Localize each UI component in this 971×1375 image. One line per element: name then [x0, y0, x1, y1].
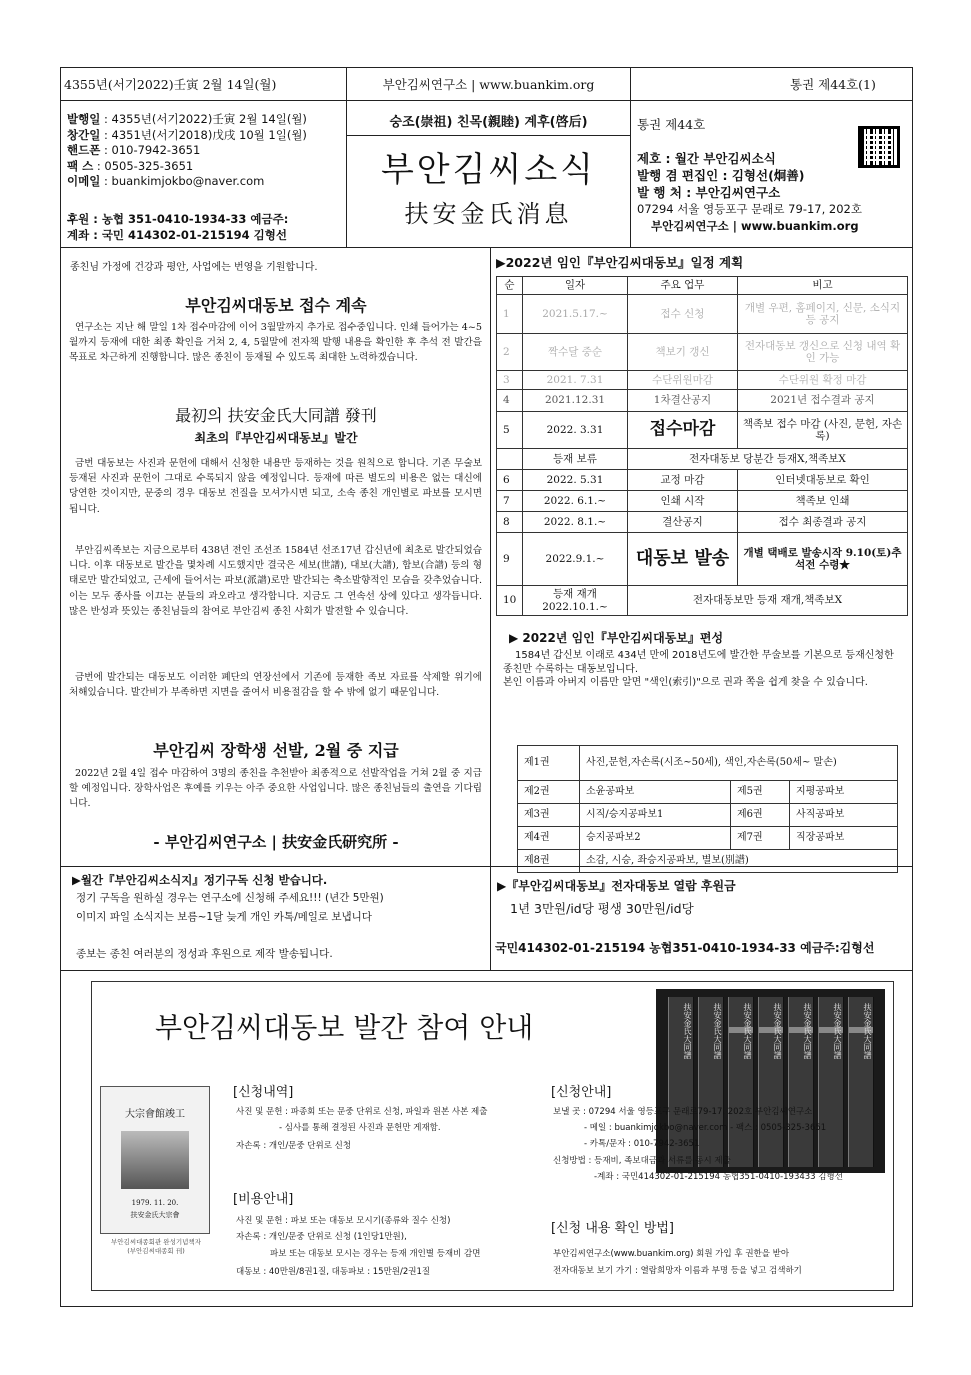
section-subtitle-first-daedongbo: 최초의『부안김씨대동보』발간	[194, 431, 358, 445]
composition-text: 1584년 갑신보 이래로 434년 만에 2018년도에 발간한 무술보를 기본으로 등재신청한 종친만 수록하는 대동보입니다. 본인 이름과 아버지 이름만 알면 "색인(索引)"으로 권과 쪽을 쉽게 찾을 수 있습니다.	[503, 650, 894, 688]
section-title-registration: 부안김씨대동보 접수 계속	[185, 296, 367, 315]
table-row: 10 등재 재개 2022.10.1.~ 전자대동보만 등재 재개,책족보X	[497, 586, 908, 616]
cost-info-line: 파보 또는 대동보 모시는 경우는 등재 개인별 등재비 감면	[270, 1249, 481, 1259]
check-method-line: 부안김씨연구소(www.buankim.org) 회원 가입 후 권한을 받아	[553, 1249, 790, 1259]
composition-title: ▶ 2022년 임인『부안김씨대동보』편성	[509, 631, 724, 645]
apply-details-line: 사진 및 문헌 : 파종회 또는 문중 단위로 신청, 파일과 원본 사본 제출	[236, 1107, 488, 1117]
cost-info-line: 자손록 : 개인/문중 단위로 신청 (1인당1만원),	[236, 1232, 407, 1242]
left-footer: - 부안김씨연구소 | 扶安金氏研究所 -	[153, 833, 399, 851]
table-row: 2 짝수달 중순 책보기 갱신 전자대동보 갱신으로 신청 내역 확인 가능	[497, 334, 908, 371]
masthead-title: 부안김씨소식	[380, 150, 597, 190]
table-row: 등재 보류 전자대동보 당분간 등재X,책족보X	[497, 449, 908, 470]
table-row: 제8권 소감, 시승, 좌승지공파보, 별보(別譜)	[518, 850, 898, 873]
support-title: ▶『부안김씨대동보』전자대동보 열람 후원금	[497, 879, 736, 893]
support-price: 1년 3만원/id당 평생 30만원/id당	[510, 901, 694, 916]
apply-guide-heading: [신청안내]	[551, 1085, 612, 1100]
apply-details-line: - 심사를 통해 결정된 사진과 문헌만 게재함.	[279, 1123, 441, 1133]
qr-code-icon[interactable]	[858, 126, 900, 168]
table-row: 7 2022. 6.1.~ 인쇄 시작 책족보 인쇄	[497, 491, 908, 512]
schedule-table	[496, 276, 908, 616]
sponsor-line-1: 후원 : 농협 351-0410-1934-33 예금주:	[67, 212, 289, 226]
table-row: 제2권 소윤공파보 제5권 지평공파보	[518, 781, 898, 804]
table-row: 5 2022. 3.31 접수마감 책족보 접수 마감 (사진, 문헌, 자손록)	[497, 412, 908, 449]
apply-guide-line: -계좌 : 국민414302-01-215194 농협351-0410-193433 김형선	[594, 1172, 843, 1182]
volume-table	[517, 745, 898, 873]
apply-guide-line: - 메일 : buankimjokbo@naver.com - 팩스 : 0505-325-3651	[584, 1123, 827, 1133]
check-method-heading: [신청 내용 확인 방법]	[551, 1221, 675, 1236]
col-header: 주요 업무	[628, 277, 738, 295]
table-row: 4 2021.12.31 1차결산공지 2021년 접수결과 공지	[497, 390, 908, 412]
paragraph-daedongbo-1: 금번 대동보는 사진과 문헌에 대해서 신청한 내용만 등재하는 것을 원칙으로 합니다. 기존 무술보 등재된 사진과 문헌이 그대로 수록되지 않을 예정입니다. 등재에 따른 별도의 비용은 없는 대신에 당연한 것이지만, 문중의 경우 대동보 전질을 모셔가시면 되고, 소속 종친 개인별로 파보를 모시면 됩니다.	[69, 458, 482, 515]
apply-guide-line: 신청방법 : 등재비, 족보대금과 서류를 동시 제출	[553, 1156, 731, 1166]
table-row: 8 2022. 8.1.~ 결산공지 접수 최종결과 공지	[497, 512, 908, 533]
table-row: 6 2022. 5.31 교정 마감 인터넷대동보로 확인	[497, 470, 908, 491]
subscribe-line-3: 종보는 종친 여러분의 정성과 후원으로 제작 발송됩니다.	[76, 948, 333, 960]
col-header: 순	[497, 277, 523, 295]
header-issue: 통권 제44호(1)	[790, 77, 876, 92]
book-cover-org: 扶安金氏大宗會	[130, 1211, 180, 1219]
table-header-row	[497, 277, 908, 295]
col-header: 비고	[738, 277, 908, 295]
section-body-registration: 연구소는 지난 해 말일 1차 접수마감에 이어 3월말까지 추가로 접수중입니다. 인쇄 들어가는 4~5월까지 등재에 대한 최종 확인을 거쳐 2, 4, 5월말에 전자책 발행 내용을 확인한 후 추석 전 발간을 목표로 차근하게 진행합니다. 많은 종친이 등재될 수 있도록 최대한 노력하겠습니다.	[69, 322, 482, 364]
sponsor-line-2: 계좌 : 국민 414302-01-215194 김형선	[67, 228, 287, 242]
daedongbo-books-image: 扶安金氏大同譜 扶安金氏大同譜 扶安金氏大同譜 扶安金氏大同譜 扶安金氏大同譜 扶安金氏大同譜 扶安金氏大同譜	[656, 989, 885, 1173]
subscribe-line-1: 정기 구독을 원하실 경우는 연구소에 신청해 주세요!!! (년간 5만원)	[76, 892, 384, 904]
slogan: 숭조(崇祖) 친목(親睦) 계후(啓后)	[389, 115, 588, 130]
table-row: 3 2021. 7.31 수단위원마감 수단위원 확정 마감	[497, 371, 908, 390]
masthead-hanja-title: 扶安金氏消息	[404, 200, 573, 228]
apply-guide-line: - 카톡/문자 : 010-7942-3651	[584, 1139, 700, 1149]
apply-guide-line: 보낼 곳 : 07294 서울 영등포구 문래로79-17, 202호 부안김씨연구소	[553, 1107, 813, 1117]
col-header: 일자	[523, 277, 628, 295]
publisher-info: 제호 : 월간 부안김씨소식 발행 겸 편집인 : 김형선(炯善) 발 행 처 : 부안김씨연구소 07294 서울 영등포구 문래로 79-17, 202호 부안김씨연구소 | www.buankim.org	[637, 151, 862, 233]
book-cover-title: 大宗會館竣工	[125, 1109, 185, 1120]
section-title-scholarship: 부안김씨 장학생 선발, 2월 중 지급	[153, 741, 399, 760]
cost-info-heading: [비용안내]	[233, 1192, 294, 1207]
paragraph-daedongbo-3: 금번에 발간되는 대동보도 이러한 폐단의 연장선에서 기존에 등재한 족보 자료를 삭제할 위기에 처해있습니다. 발간비가 부족하면 지면을 줄여서 비용절감을 할 수 밖에 없기 때문입니다.	[69, 672, 482, 699]
header-date: 4355년(서기2022)壬寅 2월 14일(월)	[64, 77, 277, 92]
commemorative-book-image	[100, 1086, 210, 1234]
header-org-url: 부안김씨연구소 | www.buankim.org	[382, 77, 595, 92]
issue-number: 통권 제44호	[637, 117, 706, 132]
book-caption-1: 부안김씨대종회관 완성기념책자	[111, 1238, 201, 1246]
support-account: 국민414302-01-215194 농협351-0410-1934-33 예금주:김형선	[495, 941, 875, 955]
table-row: 제3권 시직/승지공파보1 제6권 사직공파보	[518, 804, 898, 827]
table-row: 제4권 승지공파보2 제7권 직장공파보	[518, 827, 898, 850]
book-cover-date: 1979. 11. 20.	[131, 1199, 179, 1207]
table-row: 1 2021.5.17.~ 접수 신청 개별 우편, 홈페이지, 신문, 소식지 등 공지	[497, 295, 908, 334]
table-row: 제1권 사진,문헌,자손록(시조~50세), 색인,자손록(50세~ 말손)	[518, 746, 898, 781]
cost-info-line: 대동보 : 40만원/8권1질, 대동파보 : 15만원/2권1질	[236, 1267, 431, 1277]
masthead-info: 발행일 : 4355년(서기2022)壬寅 2월 14일(월) 창간일 : 4351년(서기2018)戊戌 10월 1일(월) 핸드폰 : 010-7942-3651 팩 스 : 0505-325-3651 이메일 : buankimjokbo@naver.com	[67, 112, 307, 188]
cost-info-line: 사진 및 문헌 : 파보 또는 대동보 모시기(종류와 질수 신청)	[236, 1216, 451, 1226]
subscribe-title: ▶월간『부안김씨소식지』정기구독 신청 받습니다.	[72, 873, 328, 887]
apply-details-heading: [신청내역]	[233, 1085, 294, 1100]
section-body-scholarship: 2022년 2월 4일 접수 마감하여 3명의 종친을 추천받아 최종적으로 선발작업을 거쳐 2월 중 지급할 예정입니다. 장학사업은 후예를 키우는 아주 중요한 사업입니다. 많은 종친님들의 출연을 기다립니다.	[69, 768, 482, 810]
section-title-first-daedongbo: 最初의 扶安金氏大同譜 發刊	[175, 406, 377, 425]
building-photo-icon	[121, 1131, 189, 1189]
table-row: 9 2022.9.1.~ 대동보 발송 개별 택배로 발송시작 9.10(토)추석전 수령★	[497, 533, 908, 586]
subscribe-line-2: 이미지 파일 소식지는 보름~1달 늦게 개인 카톡/메일로 보냅니다	[76, 911, 372, 923]
book-caption-2: (부안김씨대종회 刊)	[127, 1247, 185, 1255]
greeting: 종친님 가정에 건강과 평안, 사업에는 번영을 기원합니다.	[70, 262, 318, 273]
apply-details-line: 자손록 : 개인/문중 단위로 신청	[236, 1141, 352, 1151]
paragraph-daedongbo-2: 부안김씨족보는 지금으로부터 438년 전인 조선조 1584년 선조17년 갑신년에 최초로 발간되었습니다. 이후 대동보로 발간을 몇차례 시도했지만 결국은 세보(世譜), 대보(大譜), 합보(合譜) 등의 형태로만 발간되었고, 근세에 들어서는 파보(派譜)로만 발간되는 축소발향적인 모습을 갖추었습니다. 이는 모두 종사를 이끄는 분들의 과오라고 생각합니다. 지금도 그 연속선 상에 있다고 생각듭니다. 많은 반성과 뜻있는 종친님들의 참여로 부안김씨 종친 사회가 발전할 수 있습니다.	[69, 545, 482, 617]
ad-title: 부안김씨대동보 발간 참여 안내	[155, 1011, 534, 1044]
check-method-line: 전자대동보 보기 가기 : 열람희망자 이름과 부명 등을 넣고 검색하기	[553, 1266, 802, 1276]
schedule-title: ▶2022년 임인『부안김씨대동보』일정 계획	[496, 255, 744, 270]
